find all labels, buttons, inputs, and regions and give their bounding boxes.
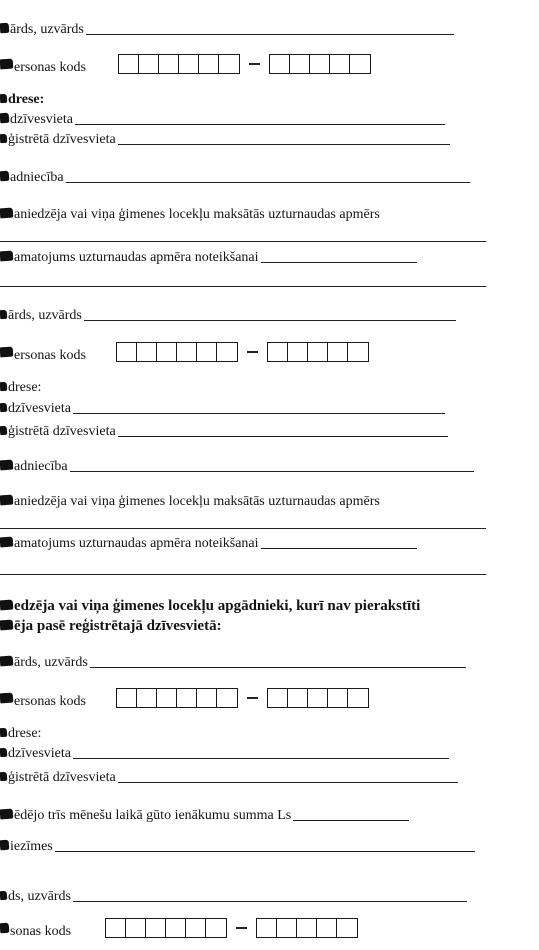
name-field-4[interactable] — [73, 901, 467, 902]
personal-code-part1-2[interactable] — [116, 342, 238, 362]
justification-field-1[interactable] — [261, 262, 417, 263]
personal-code-row-2 — [0, 340, 369, 364]
address-label-row-1 — [0, 88, 44, 108]
dependents-heading-text-1: edzēja vai viņa ģimenes locekļu apgādnieki, kurī nav pierakstīti — [14, 598, 421, 614]
personal-code-part2-3[interactable] — [267, 688, 369, 708]
personal-code-label: sonas kods — [10, 924, 72, 939]
declared-residence-field-1[interactable] — [75, 124, 445, 125]
personal-code-row-4 — [0, 916, 358, 940]
declared-residence-row-2 — [0, 397, 445, 417]
address-label: drese: — [8, 380, 42, 395]
address-label: drese: — [8, 726, 42, 741]
address-label-row-2 — [0, 376, 41, 396]
name-label: ārds, uzvārds — [14, 655, 88, 670]
income-amount-row-1 — [0, 203, 380, 223]
ink-blot — [0, 208, 13, 219]
registered-residence-row-2 — [0, 420, 448, 440]
personal-code-part2-1[interactable] — [269, 54, 371, 74]
ink-blot — [0, 347, 13, 358]
declared-residence-label: dzīvesvieta — [10, 112, 73, 127]
registered-residence-label: ģistrētā dzīvesvieta — [8, 770, 116, 785]
personal-code-part2-4[interactable] — [256, 918, 358, 938]
address-label: drese: — [8, 92, 45, 107]
justification-continuation-1[interactable] — [0, 286, 486, 287]
income-amount-field-2[interactable] — [0, 528, 486, 529]
ink-blot — [0, 727, 7, 736]
ink-blot — [0, 93, 7, 102]
name-field-1[interactable] — [86, 34, 454, 35]
name-row-4 — [0, 885, 467, 905]
personal-code-part1-1[interactable] — [118, 54, 240, 74]
ink-blot — [0, 460, 13, 471]
income-amount-row-2 — [0, 490, 380, 510]
ink-blot — [0, 402, 7, 411]
declared-residence-label: dzīvesvieta — [8, 401, 71, 416]
declared-residence-label: dzīvesvieta — [8, 746, 71, 761]
declared-residence-row-1 — [0, 108, 445, 128]
dependents-heading-text-2: ēja pasē reģistrētajā dzīvesvietā: — [14, 618, 222, 634]
ink-blot — [0, 923, 9, 934]
notes-field[interactable] — [55, 851, 475, 852]
registered-residence-field-3[interactable] — [118, 782, 458, 783]
personal-code-part2-2[interactable] — [267, 342, 369, 362]
income-amount-label: aniedzēja vai viņa ģimenes locekļu maksātās uzturnaudas apmērs — [14, 207, 380, 222]
justification-label: amatojums uzturnaudas apmēra noteikšanai — [14, 536, 259, 551]
personal-code-label: ersonas kods — [14, 694, 86, 709]
personal-code-part1-3[interactable] — [116, 688, 238, 708]
dependents-heading-line-2 — [0, 616, 530, 636]
name-row-2 — [0, 304, 456, 324]
dependents-heading-line-1 — [0, 596, 530, 616]
relationship-field-1[interactable] — [66, 182, 470, 183]
personal-code-row-3 — [0, 686, 369, 710]
ink-blot — [0, 133, 7, 142]
declared-residence-field-3[interactable] — [73, 758, 449, 759]
justification-continuation-2[interactable] — [0, 574, 486, 575]
justification-field-2[interactable] — [261, 548, 417, 549]
relationship-label: adniecība — [10, 170, 64, 185]
personal-code-label: ersonas kods — [14, 348, 86, 363]
personal-code-row-1 — [0, 52, 371, 76]
registered-residence-label: ģistrētā dzīvesvieta — [8, 132, 116, 147]
ink-blot — [0, 59, 13, 70]
three-month-income-label: ēdējo trīs mēnešu laikā gūto ienākumu summa Ls — [14, 808, 292, 823]
justification-row-2 — [0, 532, 417, 552]
name-label: ārds, uzvārds — [8, 308, 82, 323]
personal-code-label: ersonas kods — [14, 60, 86, 75]
name-row-1 — [0, 18, 454, 38]
ink-blot — [0, 381, 7, 390]
ink-blot — [0, 693, 13, 704]
notes-row — [0, 835, 475, 855]
name-label: ārds, uzvārds — [10, 22, 84, 37]
personal-code-part1-4[interactable] — [105, 918, 227, 938]
income-amount-label: aniedzēja vai viņa ģimenes locekļu maksātās uzturnaudas apmērs — [14, 494, 380, 509]
notes-label: iezīmes — [10, 839, 53, 854]
ink-blot — [0, 747, 7, 756]
code-separator — [249, 63, 260, 65]
ink-blot — [0, 425, 7, 434]
declared-residence-row-3 — [0, 742, 449, 762]
justification-row-1 — [0, 246, 417, 266]
name-row-3 — [0, 651, 466, 671]
code-separator — [247, 697, 258, 699]
ink-blot — [0, 251, 13, 262]
income-amount-field-1[interactable] — [0, 241, 486, 242]
ink-blot — [0, 600, 13, 611]
ink-blot — [0, 537, 13, 548]
code-separator — [247, 351, 258, 353]
address-label-row-3 — [0, 722, 41, 742]
ink-blot — [0, 113, 9, 124]
ink-blot — [0, 890, 7, 899]
ink-blot — [0, 23, 9, 34]
ink-blot — [0, 656, 13, 667]
three-month-income-row — [0, 804, 409, 824]
name-label: ds, uzvārds — [8, 889, 71, 904]
relationship-field-2[interactable] — [70, 471, 474, 472]
code-separator — [236, 927, 247, 929]
name-field-2[interactable] — [84, 320, 456, 321]
dependents-heading — [0, 596, 530, 636]
registered-residence-field-2[interactable] — [118, 436, 448, 437]
ink-blot — [0, 620, 13, 631]
ink-blot — [0, 309, 7, 318]
registered-residence-row-1 — [0, 128, 450, 148]
name-field-3[interactable] — [90, 667, 466, 668]
relationship-row-2 — [0, 455, 474, 475]
relationship-label: adniecība — [14, 459, 68, 474]
ink-blot — [0, 809, 13, 820]
ink-blot — [0, 771, 7, 780]
relationship-row-1 — [0, 166, 470, 186]
ink-blot — [0, 840, 9, 851]
ink-blot — [0, 495, 13, 506]
registered-residence-row-3 — [0, 766, 458, 786]
ink-blot — [0, 171, 9, 182]
registered-residence-field-1[interactable] — [118, 144, 450, 145]
declared-residence-field-2[interactable] — [73, 413, 445, 414]
three-month-income-field[interactable] — [293, 820, 409, 821]
justification-label: amatojums uzturnaudas apmēra noteikšanai — [14, 250, 259, 265]
registered-residence-label: ģistrētā dzīvesvieta — [8, 424, 116, 439]
